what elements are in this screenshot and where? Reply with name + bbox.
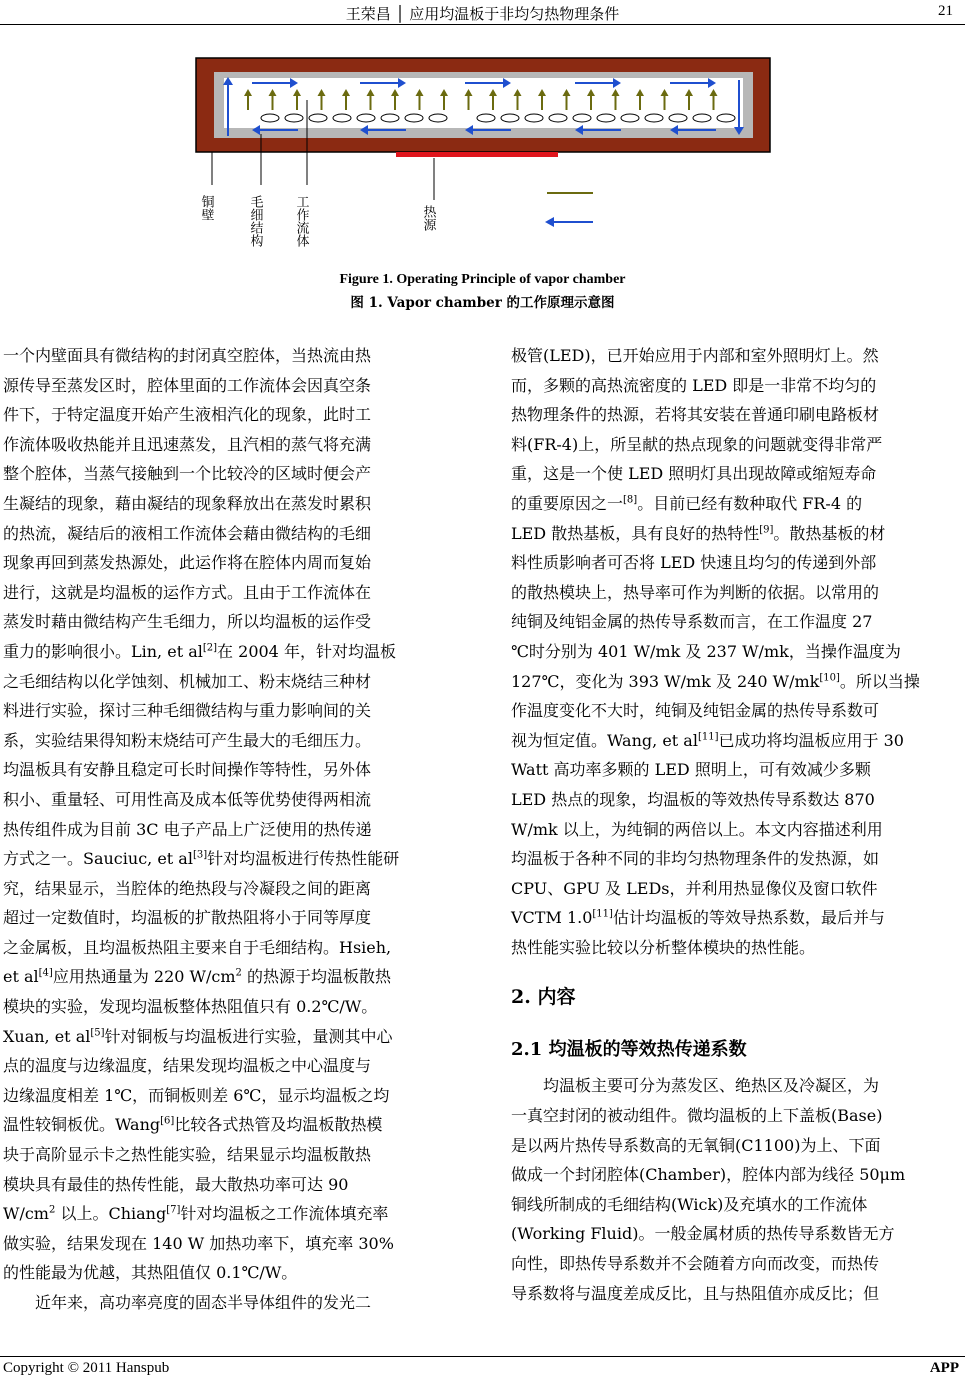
wick-oval bbox=[333, 114, 351, 122]
wick-oval bbox=[693, 114, 711, 122]
paragraph-vapor-chamber-principle bbox=[3, 341, 461, 755]
text-line: 进行，这就是均温板的运作方式。且由于工作流体在 bbox=[3, 582, 372, 602]
wick-oval bbox=[405, 114, 423, 122]
text-line: 近年来，高功率亮度的固态半导体组件的发光二 bbox=[35, 1293, 372, 1312]
wick-oval bbox=[717, 114, 735, 122]
label-fluid: 工作流体 bbox=[293, 195, 309, 247]
wick-oval bbox=[669, 114, 687, 122]
wick-oval bbox=[549, 114, 567, 122]
text-line: 均温板主要可分为蒸发区、绝热区及冷凝区，为 bbox=[543, 1076, 880, 1096]
running-title: 王荣昌 │ 应用均温板于非均匀热物理条件 bbox=[345, 5, 620, 23]
wick-oval bbox=[309, 114, 327, 122]
wick-oval bbox=[429, 114, 447, 122]
wick-oval bbox=[621, 114, 639, 122]
paragraph-equivalent-conductivity bbox=[511, 1071, 963, 1308]
text-line: 料进行实验，探讨三种毛细微结构与重力影响间的关 bbox=[3, 701, 372, 721]
text-line: CPU、GPU 及 LEDs，并利用热显像仪及窗口软件 bbox=[511, 878, 878, 898]
text-line: 的重要原因之一[8]。目前已经有数种取代 FR-4 的 bbox=[511, 493, 863, 513]
text-line: 铜线所制成的毛细结构(Wick)及充填水的工作流体 bbox=[511, 1194, 868, 1214]
text-line: 的性能最为优越，其热阻值仅 0.1℃/W。 bbox=[3, 1263, 298, 1283]
text-line: 件下，于特定温度开始产生液相汽化的现象，此时工 bbox=[3, 405, 372, 425]
heat-source-bar bbox=[396, 152, 558, 157]
wick-oval bbox=[573, 114, 591, 122]
text-line: 模块的实验，发现均温板整体热阻值只有 0.2℃/W。 bbox=[3, 997, 378, 1017]
text-line: 整个腔体，当蒸气接触到一个比较冷的区域时便会产 bbox=[3, 464, 372, 484]
footer-copyright: Copyright © 2011 Hanspub bbox=[3, 1360, 170, 1376]
wick-oval bbox=[285, 114, 303, 122]
left-column bbox=[3, 341, 461, 1318]
text-line: 之毛细结构以化学蚀刻、机械加工、粉末烧结三种材 bbox=[3, 671, 372, 691]
text-line: et al[4]应用热通量为 220 $W/cm^2$ 的热源于均温板散热 bbox=[3, 967, 391, 987]
figure-caption-en: Figure 1. Operating Principle of vapor chamber bbox=[339, 272, 626, 287]
text-line: 现象再回到蒸发热源处，此运作将在腔体内周而复始 bbox=[3, 553, 372, 573]
text-line: 系，实验结果得知粉末烧结可产生最大的毛细压力。 bbox=[3, 730, 372, 750]
page-header bbox=[0, 0, 965, 26]
text-line: 方式之一。Sauciuc, et al[3]针对均温板进行传热性能研 bbox=[3, 849, 400, 869]
paragraph-literature-review bbox=[3, 755, 461, 1288]
text-line: $W/cm^2$ 以上。Chiang[7]针对均温板之工作流体填充率 bbox=[3, 1204, 389, 1224]
footer-rule bbox=[0, 1356, 965, 1357]
text-line: Xuan, et al[5]针对铜板与均温板进行实验，量测其中心 bbox=[3, 1026, 393, 1046]
text-line: 一真空封闭的被动组件。微均温板的上下盖板(Base) bbox=[511, 1106, 883, 1126]
wick-oval bbox=[597, 114, 615, 122]
text-line: 料性质影响者可否将 LED 快速且均匀的传递到外部 bbox=[511, 553, 877, 573]
label-copper-wall: 铜壁 bbox=[198, 195, 214, 221]
text-line: 127℃，变化为 393 W/mk 及 240 W/mk[10]。所以当操 bbox=[511, 671, 920, 691]
text-line: 是以两片热传导系数高的无氧铜(C1100)为上、下面 bbox=[511, 1135, 881, 1155]
footer-journal: APP bbox=[929, 1360, 959, 1376]
text-line: W/mk 以上，为纯铜的两倍以上。本文内容描述利用 bbox=[511, 819, 883, 839]
header-rule bbox=[0, 24, 965, 25]
text-line: 模块具有最佳的热传性能，最大散热功率可达 90 bbox=[3, 1174, 349, 1194]
text-line: 重，这是一个使 LED 照明灯具出现故障或缩短寿命 bbox=[511, 464, 877, 484]
text-line: 究，结果显示，当腔体的绝热段与冷凝段之间的距离 bbox=[3, 878, 372, 898]
text-line: 块于高阶显示卡之热性能实验，结果显示均温板散热 bbox=[3, 1145, 372, 1165]
text-line: Watt 高功率多颗的 LED 照明上，可有效减少多颗 bbox=[511, 760, 871, 780]
text-line: LED 散热基板，具有良好的热特性[9]。散热基板的材 bbox=[511, 523, 886, 543]
wick-oval bbox=[525, 114, 543, 122]
text-line: 一个内壁面具有微结构的封闭真空腔体，当热流由热 bbox=[3, 346, 372, 365]
wick-oval bbox=[357, 114, 375, 122]
text-line: 热物理条件的热源，若将其安装在普通印刷电路板材 bbox=[511, 405, 880, 425]
legend-vapor-arrowhead bbox=[545, 217, 554, 227]
text-line: 做成一个封闭腔体(Chamber)，腔体内部为线径 50μm bbox=[511, 1165, 906, 1185]
text-line: 蒸发时藉由微结构产生毛细力，所以均温板的运作受 bbox=[3, 612, 372, 632]
wick-oval bbox=[477, 114, 495, 122]
text-line: 均温板于各种不同的非均匀热物理条件的发热源，如 bbox=[511, 849, 880, 869]
text-line: 极管(LED)，已开始应用于内部和室外照明灯上。然 bbox=[511, 346, 879, 365]
text-line: 做实验，结果发现在 140 W 加热功率下，填充率 30% bbox=[3, 1233, 394, 1253]
text-line: 热性能实验比较以分析整体模块的热性能。 bbox=[511, 937, 816, 957]
vapor-chamber-figure bbox=[190, 50, 610, 270]
text-line: 视为恒定值。Wang, et al[11]已成功将均温板应用于 30 bbox=[511, 730, 904, 750]
text-line: VCTM 1.0[11]估计均温板的等效导热系数，最后并与 bbox=[511, 908, 885, 928]
page-number: 21 bbox=[938, 3, 953, 19]
paragraph-led-intro bbox=[3, 1288, 461, 1318]
label-wick: 毛细结构 bbox=[247, 195, 263, 247]
label-heat-source: 热源 bbox=[420, 205, 436, 231]
figure-caption-cn: 图 1. Vapor chamber 的工作原理示意图 bbox=[350, 295, 615, 311]
text-line: 作流体吸收热能并且迅速蒸发，且汽相的蒸气将充满 bbox=[3, 434, 372, 454]
text-line: 点的温度与边缘温度，结果发现均温板之中心温度与 bbox=[3, 1056, 372, 1076]
text-line: 积小、重量轻、可用性高及成本低等优势使得两相流 bbox=[3, 789, 372, 809]
wick-oval bbox=[261, 114, 279, 122]
text-line: 而，多颗的高热流密度的 LED 即是一非常不均匀的 bbox=[511, 375, 877, 395]
wick-oval bbox=[645, 114, 663, 122]
text-line: 导系数将与温度差成反比，且与热阻值亦成反比；但 bbox=[511, 1283, 880, 1303]
text-line: 向性，即热传导系数并不会随着方向而改变，而热传 bbox=[511, 1254, 880, 1274]
text-line: ℃时分别为 401 W/mk 及 237 W/mk，当操作温度为 bbox=[511, 641, 901, 661]
text-line: 热传组件成为目前 3C 电子产品上广泛使用的热传递 bbox=[3, 819, 372, 839]
text-line: 的散热模块上，热导率可作为判断的依据。以常用的 bbox=[511, 582, 880, 602]
text-line: 温性较铜板优。Wang[6]比较各式热管及均温板散热模 bbox=[3, 1115, 383, 1135]
right-column bbox=[511, 341, 963, 1308]
wick-oval bbox=[381, 114, 399, 122]
section-heading-2-1: 2.1 均温板的等效热传递系数 bbox=[511, 1039, 747, 1061]
text-line: 重力的影响很小。Lin, et al[2]在 2004 年，针对均温板 bbox=[3, 641, 396, 661]
section-heading-2: 2. 内容 bbox=[511, 986, 576, 1009]
wick-oval bbox=[501, 114, 519, 122]
text-line: LED 热点的现象，均温板的等效热传导系数达 870 bbox=[511, 789, 875, 809]
text-line: 纯铜及纯铝金属的热传导系数而言，在工作温度 27 bbox=[511, 612, 873, 632]
text-line: 源传导至蒸发区时，腔体里面的工作流体会因真空条 bbox=[3, 375, 372, 395]
text-line: 之金属板，且均温板热阻主要来自于毛细结构。Hsieh, bbox=[3, 937, 392, 957]
text-line: 作温度变化不大时，纯铜及纯铝金属的热传导系数可 bbox=[511, 701, 880, 721]
text-line: 的热流，凝结后的液相工作流体会藉由微结构的毛细 bbox=[3, 523, 372, 543]
paragraph-led-continued bbox=[511, 341, 963, 962]
text-line: (Working Fluid)。一般金属材质的热传导系数皆无方 bbox=[511, 1224, 895, 1244]
text-line: 料(FR-4)上，所呈献的热点现象的问题就变得非常严 bbox=[511, 434, 883, 454]
vapor-chamber-diagram bbox=[190, 50, 800, 270]
text-line: 超过一定数值时，均温板的扩散热阻将小于同等厚度 bbox=[3, 908, 372, 928]
text-line: 边缘温度相差 1℃，而铜板则差 6℃，显示均温板之均 bbox=[3, 1085, 390, 1105]
text-line: 均温板具有安静且稳定可长时间操作等特性，另外体 bbox=[3, 760, 372, 780]
text-line: 生凝结的现象，藉由凝结的现象释放出在蒸发时累积 bbox=[3, 493, 372, 513]
